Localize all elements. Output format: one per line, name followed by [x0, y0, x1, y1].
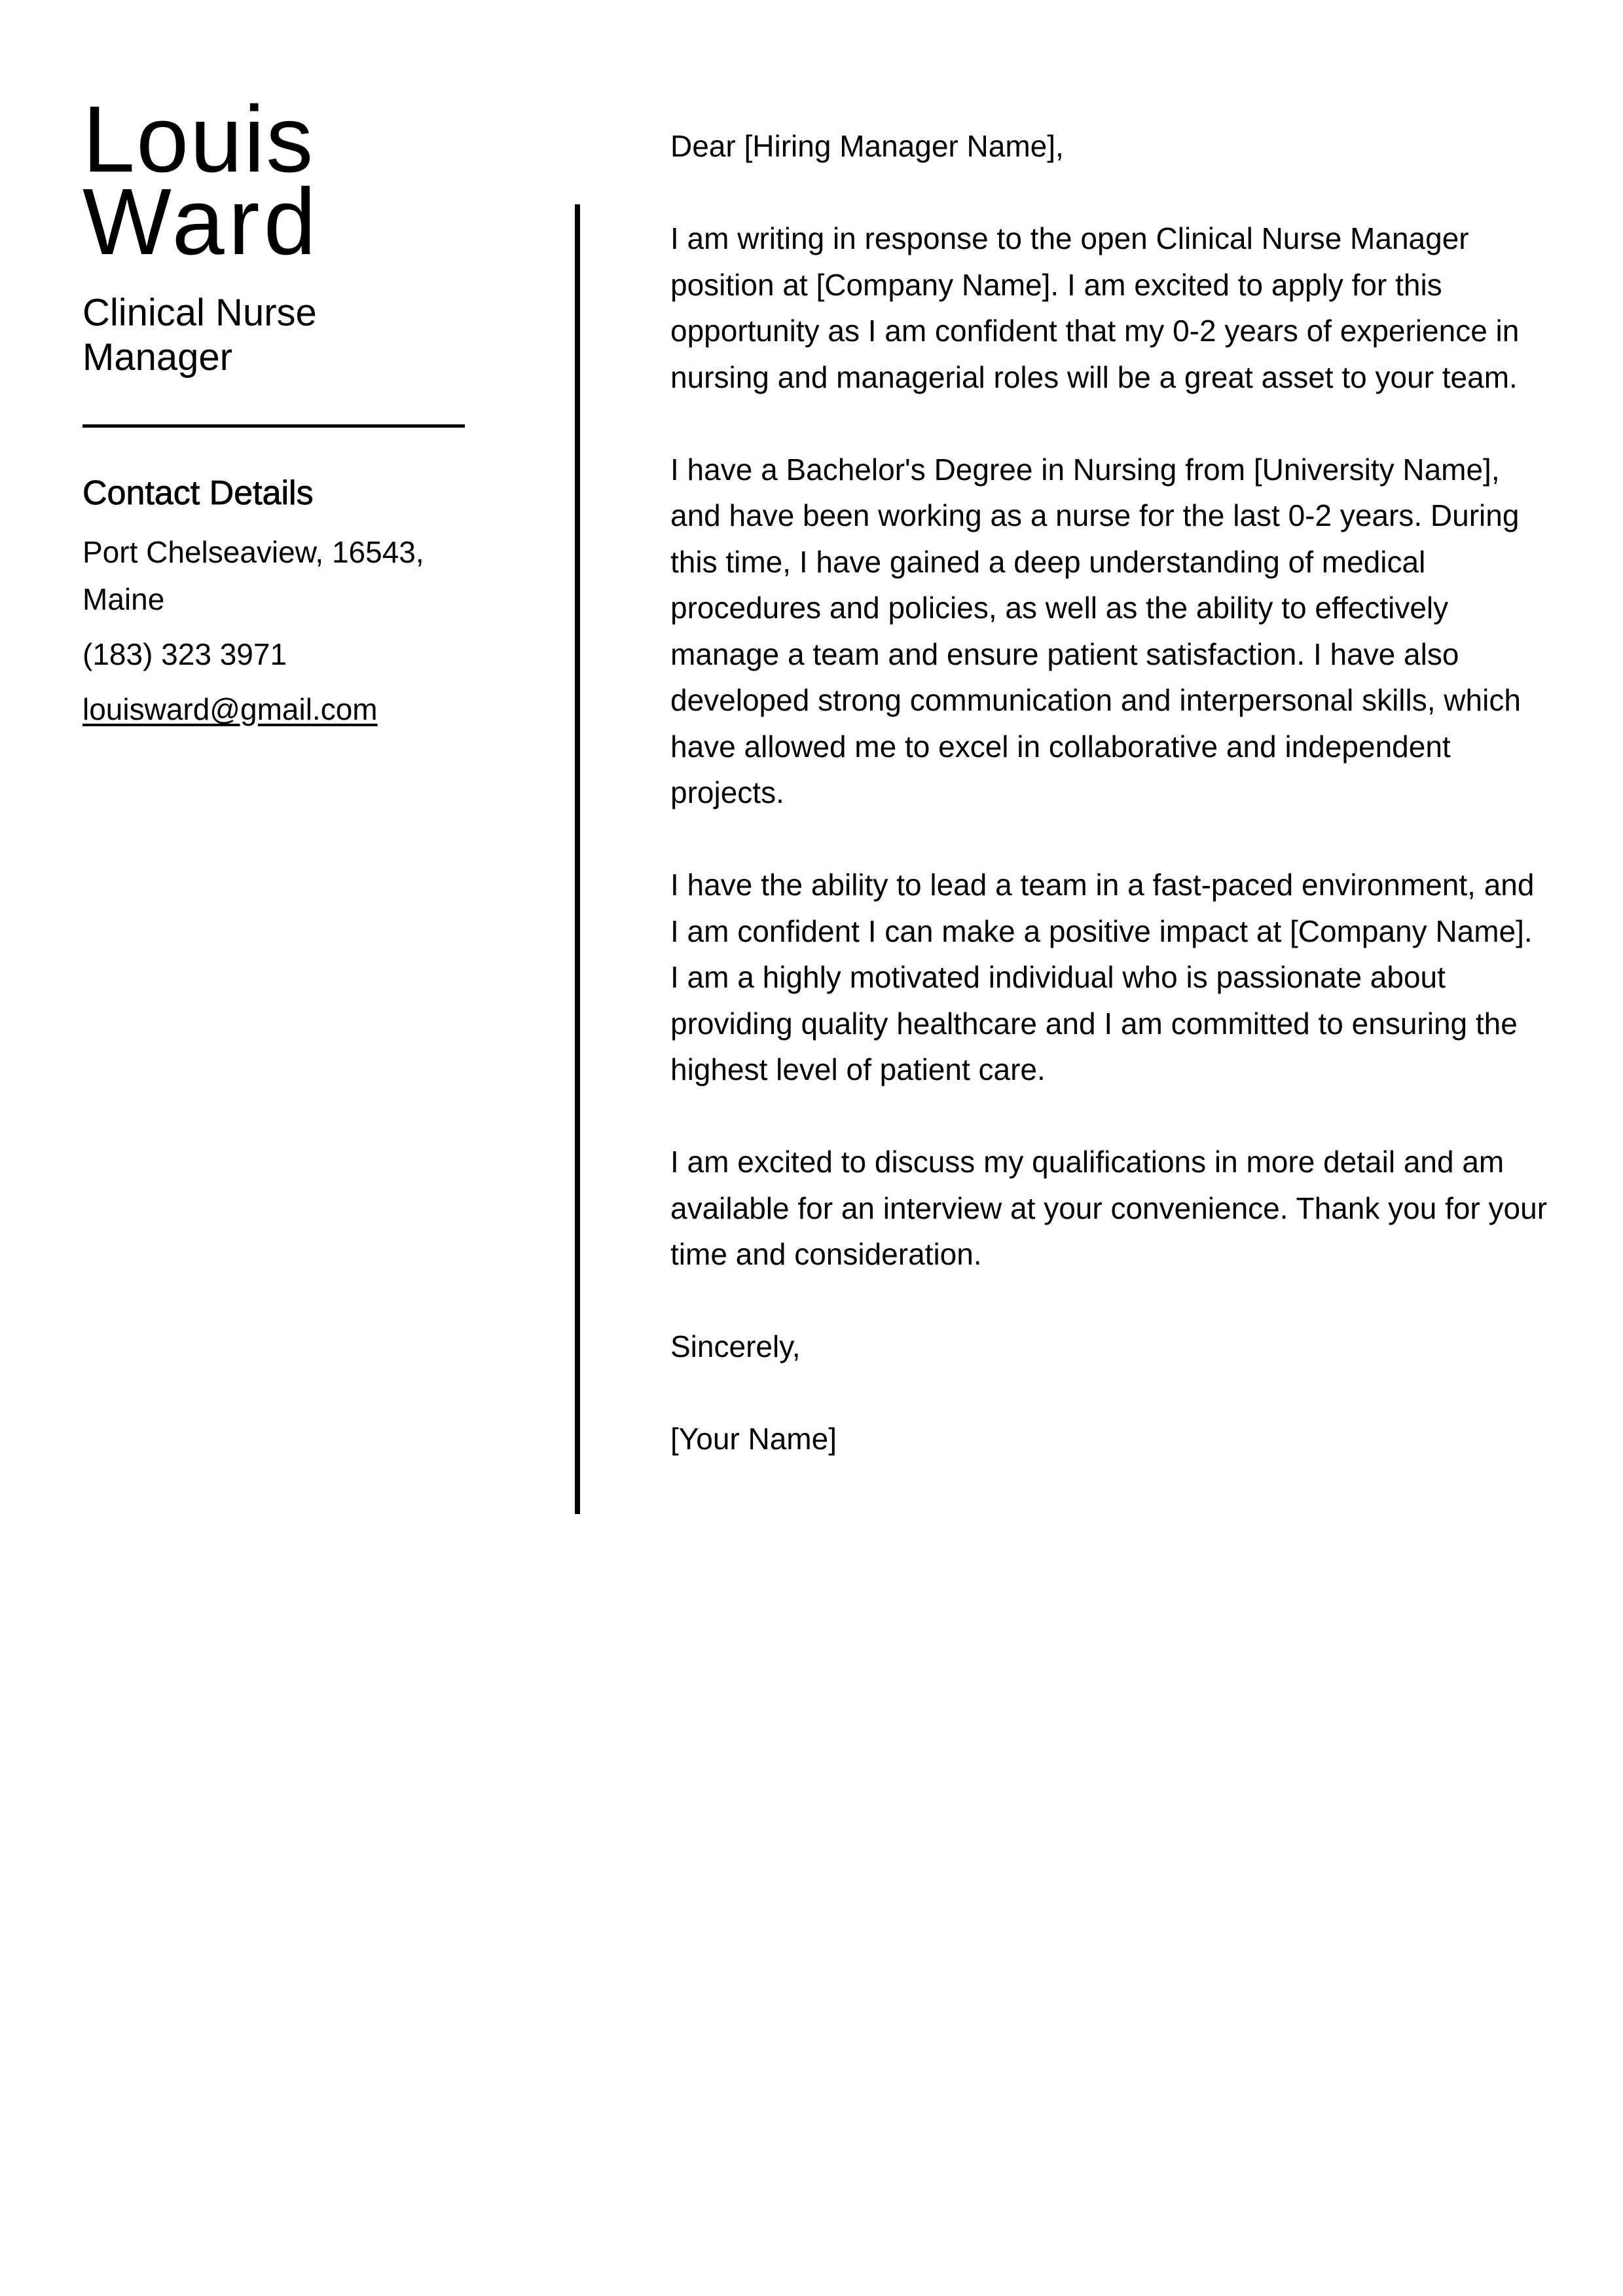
contact-email-link[interactable]: louisward@gmail.com [82, 692, 378, 726]
signature: [Your Name] [670, 1422, 837, 1456]
closing: Sincerely, [670, 1329, 801, 1363]
letter-body [670, 123, 1548, 1508]
letter-paragraph: I have the ability to lead a team in a fast-paced environment, and I am confident I can make a positive impact at [Company Name]. I am a highly motivated individual who is passionate about providing quality healthcare and I am committed to ensuring the highest level of patient care. [670, 868, 1535, 1086]
last-name: Ward [82, 169, 320, 274]
contact-phone: (183) 323 3971 [82, 637, 287, 671]
first-name: Louis [82, 86, 315, 192]
letter-paragraph: I have a Bachelor's Degree in Nursing from [University Name], and have been working as a nurse for the last 0-2 years. During this time, I have gained a deep understanding of medical procedures and policies, as well as the ability to effectively manage a team and ensure patient satisfaction. I have also developed strong communication and interpersonal skills, which have allowed me to excel in collaborative and independent projects. [670, 452, 1521, 809]
header-divider [82, 424, 465, 428]
letter-paragraph: I am excited to discuss my qualifications in more detail and am available for an interview at your convenience. Thank you for your time and consideration. [670, 1145, 1548, 1271]
letter-paragraph: I am writing in response to the open Clinical Nurse Manager position at [Company Name]. I am excited to apply for this opportunity as I am confident that my 0-2 years of experience in nursing and managerial roles will be a great asset to your team. [670, 221, 1520, 394]
salutation: Dear [Hiring Manager Name], [670, 129, 1064, 163]
vertical-divider [575, 204, 580, 1514]
contact-heading: Contact Details [82, 474, 314, 512]
contact-address: Port Chelseaview, 16543, Maine [82, 535, 424, 616]
job-title: Clinical Nurse Manager [82, 291, 317, 379]
sidebar [82, 86, 475, 733]
